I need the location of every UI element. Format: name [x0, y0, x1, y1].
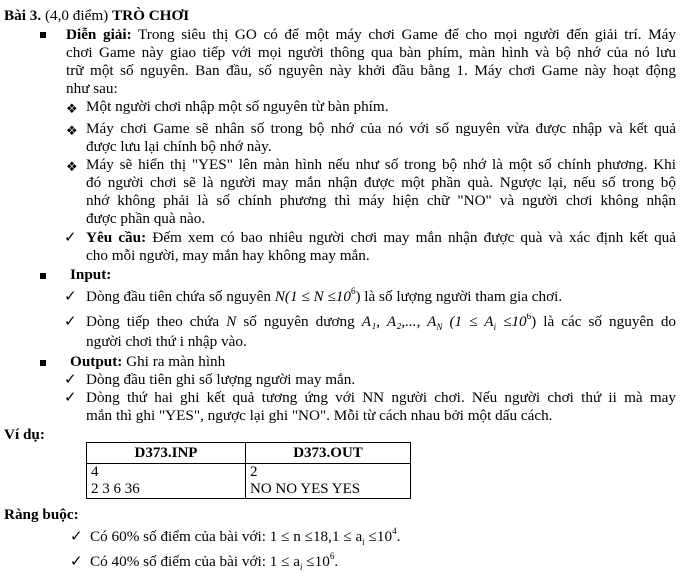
- problem-title: [4, 7, 189, 25]
- requirement-line: cho mỗi người, may mắn hay không may mắn.: [86, 247, 370, 264]
- problem-name: TRÒ CHƠI: [112, 7, 190, 24]
- description-line: Trong siêu thị GO có để một máy chơi Game để cho mọi người đến giải trí. Máy: [138, 26, 676, 43]
- table-row: [87, 464, 411, 499]
- square-bullet-icon: [40, 32, 46, 38]
- step-1: [86, 98, 676, 116]
- check-icon: ✓: [64, 372, 77, 388]
- diamond-bullet-icon: ❖: [66, 101, 78, 116]
- check-icon: ✓: [64, 230, 77, 246]
- requirement-block: [86, 229, 676, 265]
- step-line: Máy sẽ hiển thị "YES" lên màn hình nếu như số trong bộ nhớ là một số chính phương. Khi: [86, 156, 676, 173]
- problem-points: (4,0 điểm): [44, 7, 109, 24]
- constraint-1: Có 60% số điểm của bài với: $1 \le n \le 18,1 \le a_i \le 10^4$.: [90, 525, 401, 548]
- output-line-1: Dòng đầu tiên ghi số lượng người may mắn.: [86, 371, 356, 388]
- description-label: Diễn giải:: [66, 26, 132, 43]
- input-line-1: Dòng đầu tiên chứa số nguyên $N(1 \le N \le 10^6)$ là số lượng người tham gia chơi.: [86, 285, 563, 305]
- check-icon: ✓: [64, 390, 77, 406]
- step-line: được phần quà nào.: [86, 210, 206, 227]
- table-header-inp: D373.INP: [87, 443, 246, 464]
- constraint-2: Có 40% số điểm của bài với: $1 \le a_i \le 10^6$.: [90, 550, 339, 573]
- step-line: Một người chơi nhập một số nguyên từ bàn phím.: [86, 98, 389, 115]
- diamond-bullet-icon: ❖: [66, 159, 78, 174]
- constraints-label: Ràng buộc:: [4, 506, 79, 523]
- input-line-3: người chơi thứ i nhập vào.: [86, 333, 247, 350]
- table-row: [87, 443, 411, 464]
- description-line: chơi Game này giao tiếp với mọi người thông qua bàn phím, màn hình và bộ nhớ của nó lưu: [66, 44, 676, 61]
- example-table: [86, 442, 411, 499]
- check-icon: ✓: [64, 314, 77, 330]
- step-3: [86, 156, 676, 228]
- description-line: trữ một số nguyên. Ban đầu, số nguyên này khởi đầu bằng 1. Máy chơi Game này hoạt động: [66, 62, 676, 79]
- check-icon: ✓: [64, 289, 77, 305]
- table-cell-out: 2 NO NO YES YES: [246, 464, 411, 499]
- step-line: Máy chơi Game sẽ nhân số trong bộ nhớ của nó với số nguyên vừa được nhập và kết quả: [86, 120, 676, 137]
- output-label: Output: Ghi ra màn hình: [70, 353, 226, 370]
- check-icon: ✓: [70, 554, 83, 570]
- table-cell-inp: 4 2 3 6 36: [87, 464, 246, 499]
- step-line: đó người chơi sẽ là người may mắn nhận được một phần quà. Ngược lại, nếu số trong bộ: [86, 174, 676, 191]
- description-line: như sau:: [66, 80, 118, 97]
- step-line: được lưu lại chính bộ nhớ này.: [86, 138, 272, 155]
- problem-number: Bài 3.: [4, 7, 42, 24]
- input-label: Input:: [70, 266, 112, 283]
- description-block: [66, 26, 676, 98]
- output-line-2: Dòng thứ hai ghi kết quả tương ứng với NN người chơi. Nếu người chơi thứ ii mà may mắn thì ghi "YES", ngược lại ghi "NO". Mỗi từ cách nhau bởi một dấu cách.: [86, 389, 676, 424]
- requirement-line: Đếm xem có bao nhiêu người chơi may mắn nhận được quà và xác định kết quả: [152, 229, 676, 246]
- step-2: [86, 120, 676, 156]
- check-icon: ✓: [70, 529, 83, 545]
- step-line: nhớ không phải là số chính phương thì máy hiện chữ "NO" và người chơi không nhận: [86, 192, 676, 209]
- example-label: Ví dụ:: [4, 426, 45, 443]
- diamond-bullet-icon: ❖: [66, 123, 78, 138]
- square-bullet-icon: [40, 273, 46, 279]
- requirement-label: Yêu cầu:: [86, 229, 147, 246]
- table-header-out: D373.OUT: [246, 443, 411, 464]
- input-line-2: Dòng tiếp theo chứa N số nguyên dương A₁, A₂,..., $A_N$ $(1 \le A_i \le 10^6)$ là các số nguyên do người chơi thứ i nhập vào.: [86, 313, 676, 350]
- square-bullet-icon: [40, 360, 46, 366]
